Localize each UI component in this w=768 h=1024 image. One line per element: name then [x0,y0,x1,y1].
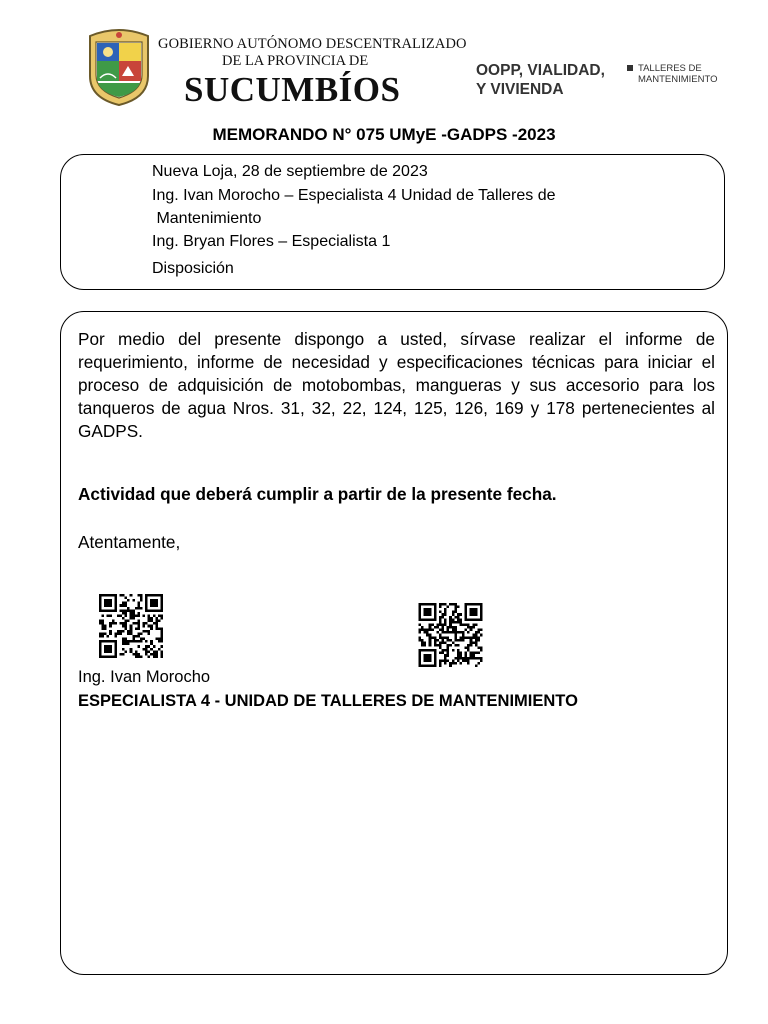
memo-body-paragraph: Por medio del presente dispongo a usted, sírvase realizar el informe de requerimiento, informe de necesidad y especificaciones técnicas para iniciar el proceso de adquisición de motobombas, mangueras y sus accesorio para los tanqueros de agua Nros. 31, 32, 22, 124, 125, 126, 169 y 178 pertenecientes al GADPS. [78,329,715,441]
signer-title: ESPECIALISTA 4 - UNIDAD DE TALLERES DE MANTENIMIENTO [78,692,578,710]
memo-emphasis-line: Actividad que deberá cumplir a partir de la presente fecha. [78,484,557,504]
memo-recipient-line-1: Ing. Ivan Morocho – Especialista 4 Unidad de Talleres de [152,187,556,204]
memo-sender: Ing. Bryan Flores – Especialista 1 [152,233,391,250]
department-line-2: Y VIVIENDA [476,81,564,98]
department-name [476,61,605,99]
provincial-seal-icon [84,28,154,106]
memo-closing: Atentamente, [78,532,181,552]
qr-code-icon [417,603,484,667]
memo-subject: Disposición [152,260,234,277]
unit-line-2: MANTENIMIENTO [638,74,718,85]
memo-date: Nueva Loja, 28 de septiembre de 2023 [152,163,428,180]
government-name-line-2: DE LA PROVINCIA DE [222,53,369,69]
unit-name [627,63,718,85]
province-name: SUCUMBÍOS [184,70,401,109]
memo-recipient-line-2: Mantenimiento [152,210,262,227]
department-line-1: OOPP, VIALIDAD, [476,62,605,79]
square-bullet-icon [627,65,633,71]
unit-line-1: TALLERES DE [638,63,702,74]
signer-name: Ing. Ivan Morocho [78,668,211,686]
government-name-line-1: GOBIERNO AUTÓNOMO DESCENTRALIZADO [158,36,467,52]
memo-title: MEMORANDO N° 075 UMyE -GADPS -2023 [212,125,556,144]
qr-code-icon [98,594,164,658]
